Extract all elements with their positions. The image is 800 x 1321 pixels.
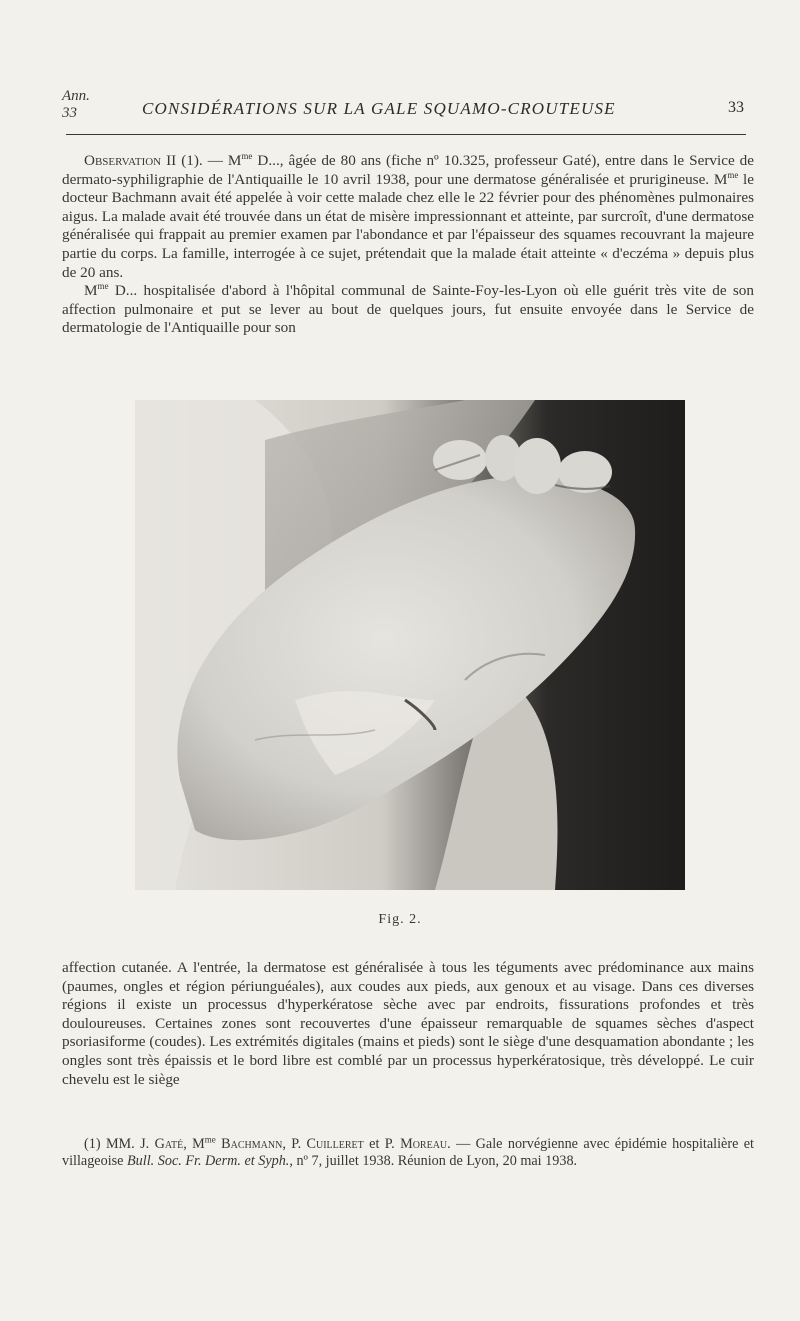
observation-text: [62, 152, 754, 338]
observation-p1-rest: D..., âgée de 80 ans (fiche nº 10.325, professeur Gaté), entre dans le Service de dermato-syphiligraphie de l'Antiquaille le 10 avril 1938, pour une dermatose généralisée et prurigineuse. M: [62, 152, 755, 188]
figure-caption: Fig. 2.: [378, 912, 422, 927]
sup-me-1: me: [241, 150, 253, 161]
journal-reference: [62, 88, 90, 122]
footnote-mid-3: et P.: [363, 1136, 401, 1152]
continuation-paragraph: affection cutanée. A l'entrée, la dermatose est généralisée à tous les téguments avec prédominance aux mains (paumes, ongles et région périunguéales), aux coudes aux pieds, aux genoux et au visage. Dans ces diverses régions il existe un processus d'hyperkératose sèche avec par endroits, fissurations profondes et très douloureuses. Certaines zones sont recouvertes d'une épaisseur remarquable de squames sèches d'aspect psoriasiforme (coudes). Les extrémités digitales (mains et pieds) sont le siège d'une desquamation abondante ; les ongles sont très épaissis et le bord libre est comblé par un processus hyperkératosique, très développé. Le cuir chevelu est le siège: [62, 959, 754, 1088]
footnote-author-gate: Gaté: [154, 1136, 184, 1152]
sup-me-2: me: [727, 169, 739, 180]
journal-abbrev: Ann.: [62, 88, 90, 104]
running-title: CONSIDÉRATIONS SUR LA GALE SQUAMO-CROUTEUSE: [142, 99, 616, 118]
footnote-mid-1: , M: [183, 1136, 205, 1152]
foot-photo-illustration: [135, 400, 685, 890]
footnote-journal: Bull. Soc. Fr. Derm. et Syph.: [127, 1153, 290, 1170]
observation-p2-rest: D... hospitalisée d'abord à l'hôpital communal de Sainte-Foy-les-Lyon où elle guérit très vite de son affection pulmonaire et put se lever au bout de quelques jours, fut ensuite envoyée dans le Service de dermatologie de l'Antiquaille pour son: [62, 282, 754, 337]
observation-paragraph-1: [62, 152, 754, 282]
observation-paragraph-2: [62, 282, 754, 338]
footnote-author-moreau: Moreau: [400, 1136, 448, 1152]
footnote-mid-2: , P.: [282, 1136, 307, 1152]
figure-photograph: [135, 400, 685, 890]
footnote-author-cuilleret: Cuilleret: [306, 1136, 364, 1152]
footnote-text-1: . — Gale norvégienne avec épidémie hospitalière et villageoise: [62, 1136, 755, 1170]
footnote-text-2: , nº 7, juillet 1938. Réunion de Lyon, 20 mai 1938.: [289, 1153, 578, 1170]
continuation-text: [62, 959, 754, 1089]
page-number: 33: [728, 99, 744, 116]
footnote-paragraph: [62, 1136, 754, 1170]
footnote-authors-start: (1) MM. J.: [84, 1136, 155, 1152]
observation-p1-end: le docteur Bachmann avait été appelée à voir cette malade chez elle le 22 février pour des phénomènes pulmonaires aigus. La malade avait été trouvée dans un état de misère impressionnant et atteinte, par surcroît, d'une dermatose généralisée qui frappait au premier examen par l'abondance et par l'épaisseur des squames recouvrant la majeure partie du corps. La famille, interrogée à ce sujet, prétendait que la malade était atteinte « d'eczéma » depuis plus de 20 ans.: [62, 170, 754, 281]
observation-p2-start: M: [84, 282, 98, 300]
observation-label-rest: II (1). — M: [161, 152, 242, 169]
observation-label: Observation: [84, 152, 162, 169]
header-rule: [66, 134, 746, 135]
footnote: [62, 1136, 754, 1170]
footnote-author-bachmann: Bachmann: [215, 1136, 283, 1152]
footnote-sup-me: me: [204, 1134, 216, 1145]
journal-page: 33: [62, 105, 77, 121]
sup-me-3: me: [97, 281, 109, 292]
